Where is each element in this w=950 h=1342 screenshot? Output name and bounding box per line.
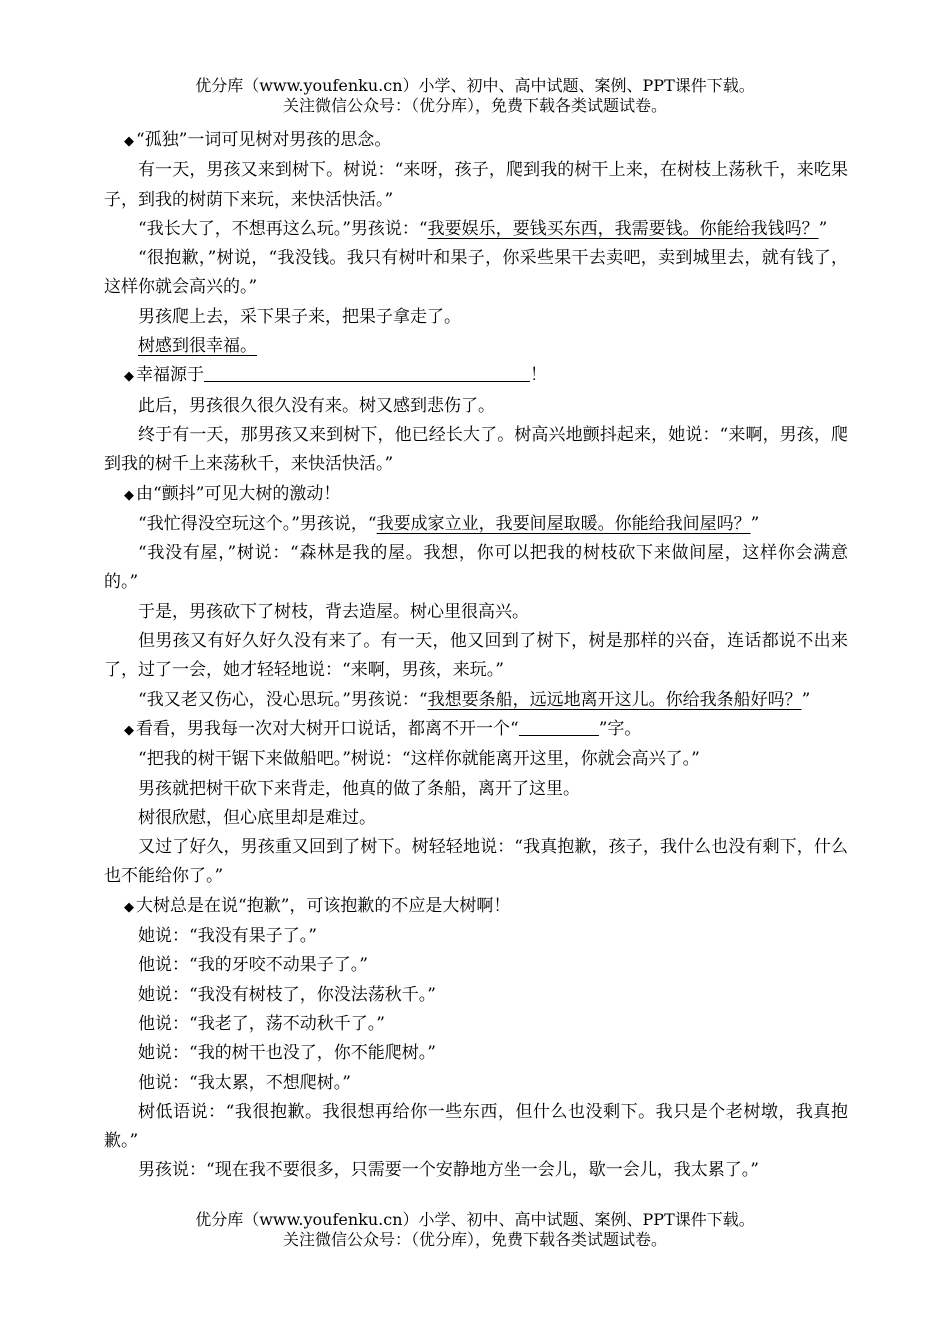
annotation-4: ◆ 看看，男我每一次对大树开口说话，都离不开一个“ ”字。 [124, 718, 642, 739]
underlined-quote: 我要娱乐，要钱买东西，我需要钱。你能给我钱吗？ [427, 218, 819, 239]
paragraph: 他说：“我太累，不想爬树。” [138, 1072, 351, 1093]
diamond-bullet-icon: ◆ [124, 899, 134, 915]
paragraph: 男孩说：“现在我不要很多，只需要一个安静地方坐一会儿，歇一会儿，我太累了。” [138, 1160, 759, 1181]
diamond-bullet-icon: ◆ [124, 722, 134, 738]
paragraph: 她说：“我没有树枝了，你没法荡秋千。” [138, 984, 436, 1005]
footer-line-1: 优分库（www.youfenku.cn）小学、初中、高中试题、案例、PPT课件下载。 [195, 1210, 755, 1229]
underlined-quote: 我想要条船，远远地离开这儿。你给我条船好吗？ [427, 689, 802, 710]
annotation-2: ◆ 幸福源于 ！ [124, 365, 547, 386]
paragraph: “很抱歉，”树说，“我没钱。我只有树叶和果子，你采些果干去卖吧，卖到城里去，就有钱了，这样你就会高兴的。” [104, 248, 848, 298]
page-header [0, 76, 950, 116]
paragraph: “我又老又伤心，没心思玩。”男孩说：“我想要条船，远远地离开这儿。你给我条船好吗？” [138, 689, 811, 710]
paragraph: 有一天，男孩又来到树下。树说：“来呀，孩子，爬到我的树干上来，在树枝上荡秋千，来吃果子，到我的树荫下来玩，来快活快活。” [104, 160, 848, 210]
fill-blank[interactable] [204, 363, 530, 382]
story-body [104, 126, 848, 1186]
paragraph: 她说：“我的树干也没了，你不能爬树。” [138, 1043, 436, 1064]
paragraph: 于是，男孩砍下了树枝，背去造屋。树心里很高兴。 [138, 601, 529, 622]
paragraph: 又过了好久，男孩重又回到了树下。树轻轻地说：“我真抱歉，孩子，我什么也没有剩下，什么也不能给你了。” [104, 837, 848, 887]
paragraph: 但男孩又有好久好久没有来了。有一天，他又回到了树下，树是那样的兴奋，连话都说不出来了，过了一会，她才轻轻地说：“来啊，男孩，来玩。” [104, 631, 848, 681]
page-footer [0, 1210, 950, 1250]
diamond-bullet-icon: ◆ [124, 369, 134, 385]
paragraph: 他说：“我的牙咬不动果子了。” [138, 955, 368, 976]
underlined-quote: 我要成家立业，我要间屋取暖。你能给我间屋吗？ [376, 513, 751, 534]
paragraph: 她说：“我没有果子了。” [138, 926, 317, 947]
paragraph: “把我的树干锯下来做船吧。”树说：“这样你就能离开这里，你就会高兴了。” [138, 749, 700, 770]
fill-blank[interactable] [519, 717, 599, 736]
diamond-bullet-icon: ◆ [124, 487, 134, 503]
annotation-1: ◆ “孤独”一词可见树对男孩的思念。 [124, 130, 392, 150]
paragraph: 终于有一天，那男孩又来到树下，他已经长大了。树高兴地颤抖起来，她说：“来啊，男孩，爬到我的树千上来荡秋千，来快活快活。” [104, 424, 848, 475]
annotation-3: ◆ 由“颤抖”可见大树的激动！ [124, 483, 341, 504]
underlined-sentence: 树感到很幸福。 [138, 336, 257, 357]
paragraph: 男孩就把树干砍下来背走，他真的做了条船，离开了这里。 [138, 778, 580, 799]
paragraph: “我没有屋，”树说：“森林是我的屋。我想，你可以把我的树枝砍下来做间屋，这样你会满意的。” [104, 543, 848, 593]
paragraph: 他说：“我老了，荡不动秋千了。” [138, 1013, 385, 1034]
paragraph: 此后，男孩很久很久没有来。树又感到悲伤了。 [138, 395, 495, 416]
paragraph: “我长大了，不想再这么玩。”男孩说：“我要娱乐，要钱买东西，我需要钱。你能给我钱吗？” [138, 218, 828, 239]
paragraph: 树很欣慰，但心底里却是难过。 [138, 807, 376, 828]
diamond-bullet-icon: ◆ [124, 134, 134, 149]
paragraph: 树低语说：“我很抱歉。我很想再给你一些东西，但什么也没剩下。我只是个老树墩，我真抱歉。” [104, 1101, 848, 1152]
paragraph: 男孩爬上去，采下果子来，把果子拿走了。 [138, 306, 461, 327]
footer-line-2: 关注微信公众号：（优分库），免费下载各类试题试卷。 [282, 1230, 667, 1249]
header-line-1: 优分库（www.youfenku.cn）小学、初中、高中试题、案例、PPT课件下载。 [195, 76, 755, 95]
annotation-5: ◆ 大树总是在说“抱歉”，可该抱歉的不应是大树啊！ [124, 895, 511, 916]
paragraph [104, 332, 848, 361]
paragraph: “我忙得没空玩这个。”男孩说，“我要成家立业，我要间屋取暖。你能给我间屋吗？” [138, 513, 760, 534]
header-line-2: 关注微信公众号：（优分库），免费下载各类试题试卷。 [282, 96, 667, 115]
